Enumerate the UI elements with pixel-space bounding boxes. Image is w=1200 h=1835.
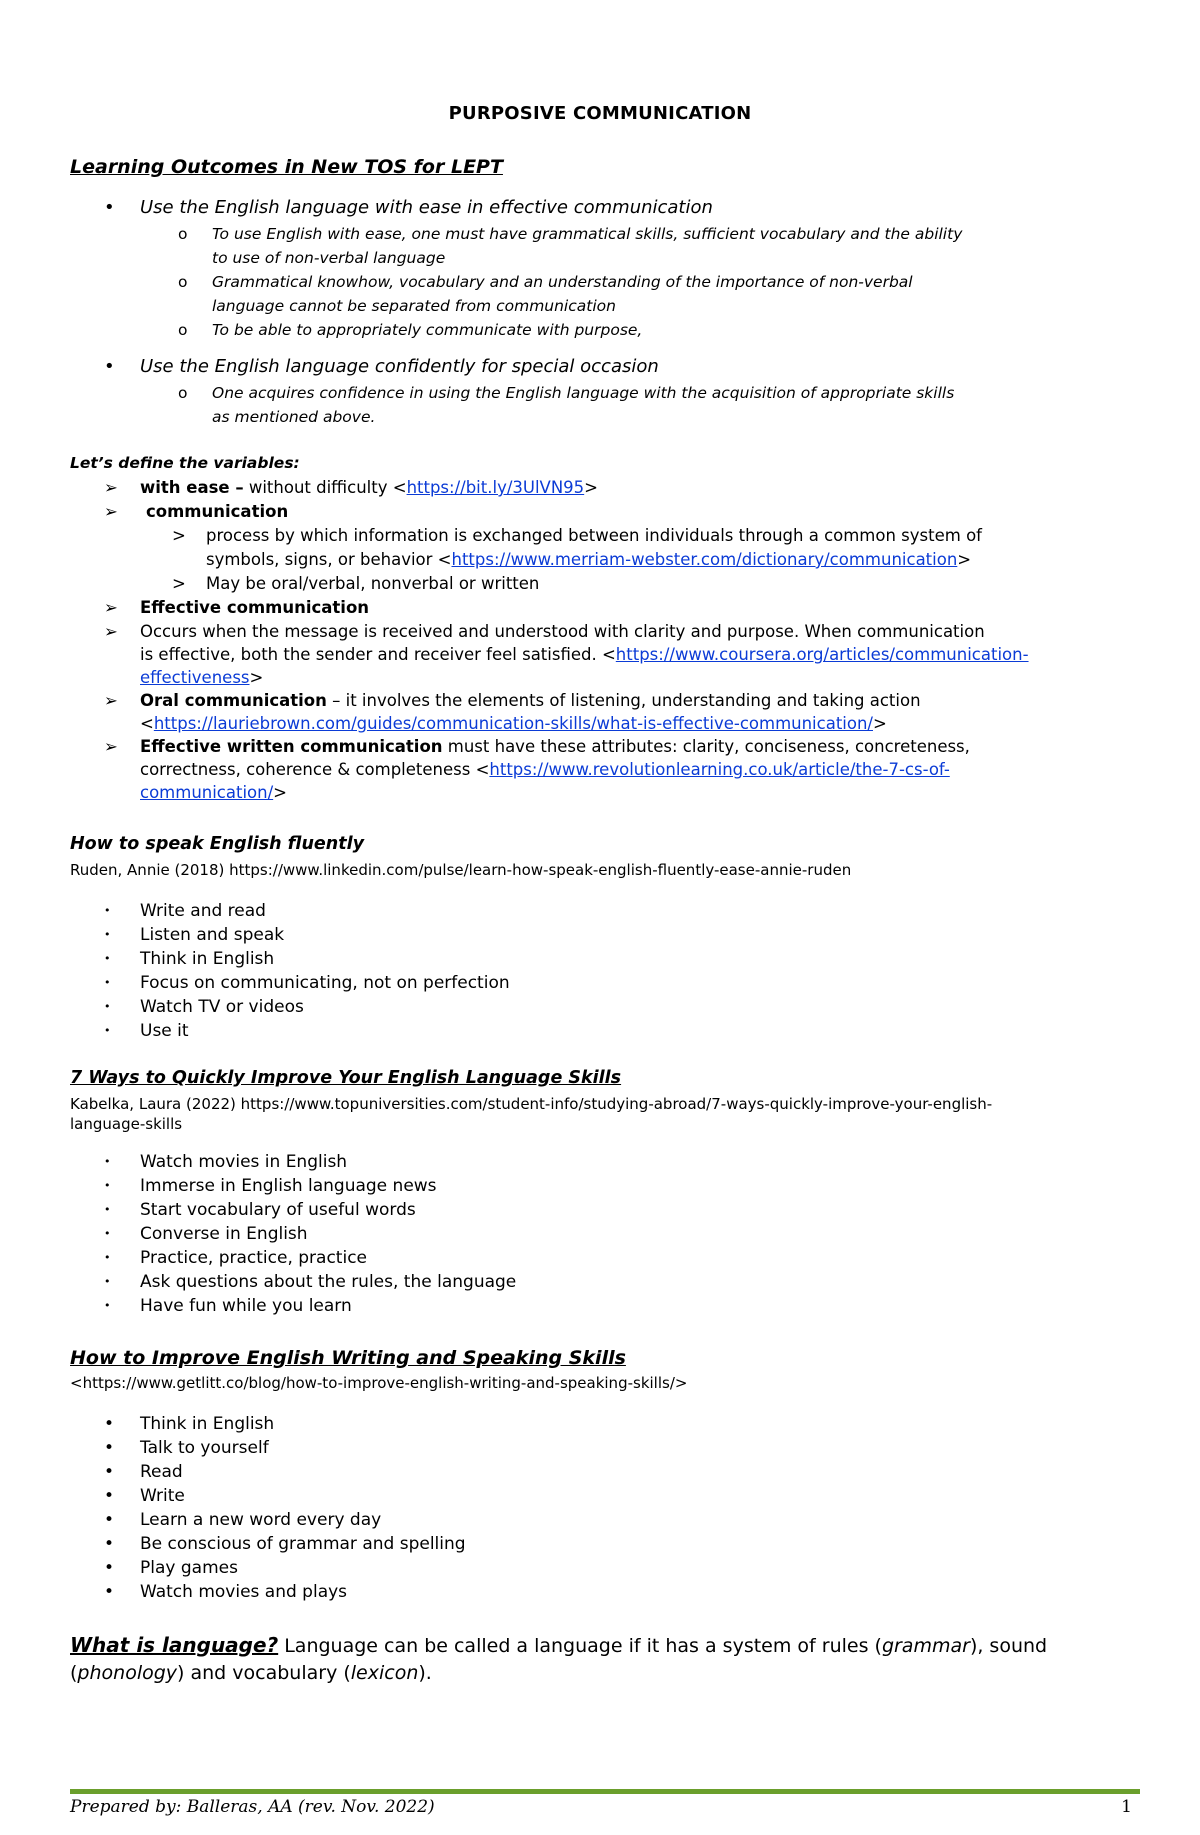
- list-item: • Focus on communicating, not on perfection: [70, 971, 1130, 995]
- list-item: • Watch TV or videos: [70, 995, 1130, 1019]
- outcomes-heading: Learning Outcomes in New TOS for LEPT: [70, 156, 503, 178]
- outcome-bullet-1: • Use the English language with ease in effective communication: [104, 197, 713, 218]
- page-title: PURPOSIVE COMMUNICATION: [448, 103, 752, 124]
- list-item-text: Learn a new word every day: [140, 1510, 382, 1530]
- list-item-text: Talk to yourself: [140, 1438, 269, 1458]
- revolutionlearning-link[interactable]: https://www.revolutionlearning.co.uk/article/the-7-cs-of- communication/: [140, 760, 950, 802]
- prepared-by: Prepared by: Balleras, AA (rev. Nov. 2022): [70, 1797, 435, 1817]
- list-item: • Write: [70, 1484, 1130, 1508]
- list-item: • Play games: [70, 1556, 1130, 1580]
- list-item: • Be conscious of grammar and spelling: [70, 1532, 1130, 1556]
- list-item: • Ask questions about the rules, the language: [70, 1270, 1130, 1294]
- list-item-text: Read: [140, 1462, 183, 1482]
- list-item-text: Think in English: [140, 949, 275, 969]
- list-item-text: Listen and speak: [140, 925, 285, 945]
- list-item-text: Watch movies in English: [140, 1152, 348, 1172]
- list-item-text: Play games: [140, 1558, 238, 1578]
- list-item-text: Converse in English: [140, 1224, 308, 1244]
- outcome-subitems-2: o One acquires confidence in using the English language with the acquisition of appropriate skills as mentioned above.: [178, 384, 955, 426]
- list-item: • Practice, practice, practice: [70, 1246, 1130, 1270]
- improve-heading: How to Improve English Writing and Speaking Skills: [70, 1347, 626, 1369]
- list-item-text: Watch movies and plays: [140, 1582, 348, 1602]
- list-item: • Watch movies and plays: [70, 1580, 1130, 1604]
- list-item: • Watch movies in English: [70, 1150, 1130, 1174]
- outcome-bullet-2: • Use the English language confidently for special occasion: [104, 356, 659, 377]
- list-item-text: Use it: [140, 1021, 189, 1041]
- page-footer: [70, 1797, 1140, 1817]
- list-item: • Learn a new word every day: [70, 1508, 1130, 1532]
- outcome-subitems-1: o To use English with ease, one must have grammatical skills, sufficient vocabulary and the ability to use of non-verbal language o Grammatical knowhow, vocabulary and an understanding of the importance of non-verbal language cannot be separated from communication o To be able to appropriately communicate with purpose,: [178, 225, 963, 339]
- list-item: • Think in English: [70, 947, 1130, 971]
- seven-ways-list: [70, 1150, 1130, 1318]
- list-item-text: Practice, practice, practice: [140, 1248, 367, 1268]
- list-item-text: Be conscious of grammar and spelling: [140, 1534, 466, 1554]
- improve-list: [70, 1412, 1130, 1604]
- list-item: • Talk to yourself: [70, 1436, 1130, 1460]
- fluent-citation: Ruden, Annie (2018) https://www.linkedin.com/pulse/learn-how-speak-english-fluently-ease-annie-ruden: [70, 861, 852, 879]
- list-item: • Immerse in English language news: [70, 1174, 1130, 1198]
- coursera-link[interactable]: https://www.coursera.org/articles/communication- effectiveness: [140, 645, 1029, 687]
- list-item-text: Immerse in English language news: [140, 1176, 437, 1196]
- list-item-text: Focus on communicating, not on perfection: [140, 973, 510, 993]
- footer-divider: [70, 1789, 1140, 1794]
- list-item: • Use it: [70, 1019, 1130, 1043]
- list-item: • Start vocabulary of useful words: [70, 1198, 1130, 1222]
- merriam-webster-link[interactable]: https://www.merriam-webster.com/dictionary/communication: [451, 550, 958, 569]
- improve-citation: <https://www.getlitt.co/blog/how-to-improve-english-writing-and-speaking-skills/>: [70, 1374, 688, 1392]
- list-item: • Think in English: [70, 1412, 1130, 1436]
- fluent-list: [70, 899, 1130, 1043]
- fluent-heading: How to speak English fluently: [70, 834, 364, 854]
- list-item-text: Ask questions about the rules, the language: [140, 1272, 517, 1292]
- seven-ways-citation: Kabelka, Laura (2022) https://www.topuniversities.com/student-info/studying-abroad/7-ways-quickly-improve-your-english- language-skills: [70, 1095, 993, 1133]
- list-item-text: Write: [140, 1486, 185, 1506]
- list-item: • Have fun while you learn: [70, 1294, 1130, 1318]
- communication-definitions: > process by which information is exchanged between individuals through a common system of symbols, signs, or behavior <https://www.merriam-webster.com/dictionary/communication> > May be oral/verbal, nonverbal or written: [172, 526, 982, 593]
- page-number: 1: [1121, 1797, 1132, 1817]
- list-item: • Read: [70, 1460, 1130, 1484]
- list-item: • Converse in English: [70, 1222, 1130, 1246]
- list-item-text: Watch TV or videos: [140, 997, 304, 1017]
- list-item: • Write and read: [70, 899, 1130, 923]
- variables-heading: Let’s define the variables:: [70, 454, 300, 472]
- list-item: • Listen and speak: [70, 923, 1130, 947]
- lauriebrown-link[interactable]: https://lauriebrown.com/guides/communication-skills/what-is-effective-communication/: [153, 714, 873, 733]
- list-item-text: Write and read: [140, 901, 266, 921]
- list-item-text: Start vocabulary of useful words: [140, 1200, 416, 1220]
- seven-ways-heading: 7 Ways to Quickly Improve Your English Language Skills: [70, 1068, 622, 1088]
- list-item-text: Think in English: [140, 1414, 275, 1434]
- variables-list: ➢ with ease – without difficulty <https://bit.ly/3UlVN95> ➢ communication > process by which information is exchanged between individuals through a common system of symbols, signs, or behavior <https://www.merriam-webster.com/dictionary/communication> > May be oral/verbal, nonverbal or written ➢ Effective communication ➢ Occurs when the message is received and understood with clarity and purpose. When communication is effective, both the sender and receiver feel satisfied. <https://www.coursera.org/articles/communication- effectiveness> ➢ Oral communication – it involves the elements of listening, understanding and taking action <https://lauriebrown.com/guides/communication-skills/what-is-effective-communication/> ➢ Effective written communication must have these attributes: clarity, conciseness, concreteness, correctness, coherence & completeness <https://www.revolutionlearning.co.uk/article/the-7-cs-of- communication/>: [70, 476, 1130, 804]
- ease-link[interactable]: https://bit.ly/3UlVN95: [406, 478, 585, 497]
- list-item-text: Have fun while you learn: [140, 1296, 352, 1316]
- language-paragraph: What is language? Language can be called a language if it has a system of rules (grammar), sound (phonology) and vocabulary (lexicon).: [70, 1633, 1048, 1684]
